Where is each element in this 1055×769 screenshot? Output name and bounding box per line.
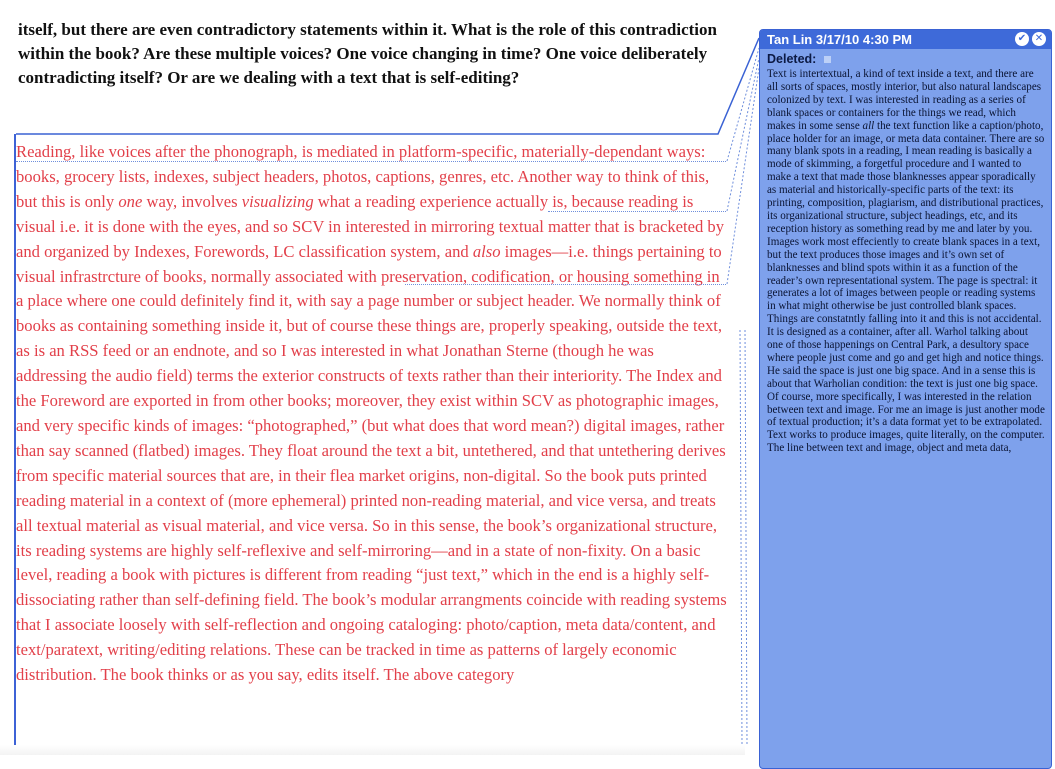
deleted-text-italic: also — [472, 241, 501, 261]
deleted-text-run: Reading, like voices after the phonograph, is mediated in platform-specific, materially-dependant ways: books, grocery lists, indexes, subject headers, photos, captions, genres, etc. Another way to think of this, but this is only — [16, 142, 710, 211]
comment-header — [760, 30, 1051, 49]
interview-question: itself, but there are even contradictory statements within it. What is the role of this contradiction within the book? Are these multiple voices? One voice changing in time? One voice deliberately contradicting itself? Or are we dealing with a text that is self-editing? — [18, 20, 717, 87]
comment-header-icons — [1015, 32, 1046, 46]
comment-body — [760, 66, 1051, 455]
comment-author-date: Tan Lin 3/17/10 4:30 PM — [767, 32, 912, 47]
deleted-label: Deleted: — [767, 52, 817, 66]
page-bottom-edge — [0, 745, 745, 755]
deleted-text-italic: visualizing — [241, 191, 314, 211]
comment-balloon[interactable] — [759, 29, 1052, 769]
comment-text-italic: all — [862, 119, 875, 132]
note-marker-icon — [824, 56, 831, 63]
comment-text-run: Text is intertextual, a kind of text inside a text, and there are all sorts of spaces, mostly interior, but also natural landscapes colonized by text. I was interested in reading as a series of blank spaces or containers for the things we read, which makes in some sense — [767, 68, 1042, 132]
deleted-text-italic: one — [118, 191, 143, 211]
deleted-text-run: what a reading experience actually is, because reading is visual i.e. it is done with the eyes, and so SCV in interested in mirroring textual matter that is bracketed by and organized by Indexes, Forewords, LC classification system, and — [16, 191, 725, 261]
comment-label — [760, 49, 1051, 66]
close-icon[interactable]: ✕ — [1032, 32, 1046, 46]
checkmark-icon[interactable]: ✔ — [1015, 32, 1029, 46]
comment-text-run: the text function like a caption/photo, place holder for an image, or meta data container. There are so many blank spots in a reading, I mean reading is basically a mode of skimming, a forgetful procedure and I wanted to make a text that made those blanknesses appear sporadically as material and historically-specific parts of the text: its printing, composition, plagiarism, and distributional practices, its organizational structure, subject headings, etc, and its reception history as something read by me and later by you. Images work most effeciently to create blank spaces in a text, but the text produces those images and it’s own set of blanknesses and blind spots within it as a function of the reader’s own representational system. The page is spectral: it generates a lot of images between people or reading systems in what might otherwise be just controlled blank spaces. Things are constatntly falling into it and this is not accidental. It is designed as a container, after all. Warhol talking about one of those happenings on Central Park, a desultory space where people just come and go and get high and notice things. He said the space is just one big space. And in a sense this is about that Warholian condition: the text is just one big space. Of course, more specifically, I was interested in the relation between text and image. For me an image is just another mode of textual production; it’s a data format yet to be extrapolated. Text works to produce images, quite literally, on the computer. The line between text and image, object and meta data, — [767, 119, 1045, 455]
deleted-text-run: way, involves — [142, 191, 242, 211]
deleted-text-run: images—i.e. things pertaining to visual infrastrcture of books, normally associated with preservation, codification, or housing something in a place where one could definitely find it, with say a page number or subject header. We normally think of books as containing something inside it, but of course these things are, properly speaking, outside the text, as is an RSS feed or an endnote, and so I was interested in what Jonathan Sterne (though he was addressing the audio field) terms the exterior constructs of texts rather than their interiority. The Index and the Foreword are exported in from other books; moreover, they exist within SCV as photographic images, and very specific kinds of images: “photographed,” (but what does that word mean?) digital images, rather than say scanned (flatbed) images. They float around the text a bit, untethered, and that untethering derives from specific material sources that are, in their flea market origins, non-digital. So the book puts printed reading material in a context of (more ephemeral) printed non-reading material, and vice versa, and treats all textual material as visual material, and vice versa. So in this sense, the book’s organizational structure, its reading systems are highly self-reflexive and self-mirroring—and in a state of non-fixity. On a basic level, reading a book with pictures is different from reading “just text,” which in the end is a highly self-dissociating rather than self-defining field. The book’s modular arrangments coincide with reading systems that I associate loosely with self-reflection and ongoing cataloging: photo/caption, meta data/content, and text/paratext, writing/editing relations. These can be tracked in time as patterns of largely economic distribution. The book thinks or as you say, edits itself. The above category — [16, 241, 727, 685]
